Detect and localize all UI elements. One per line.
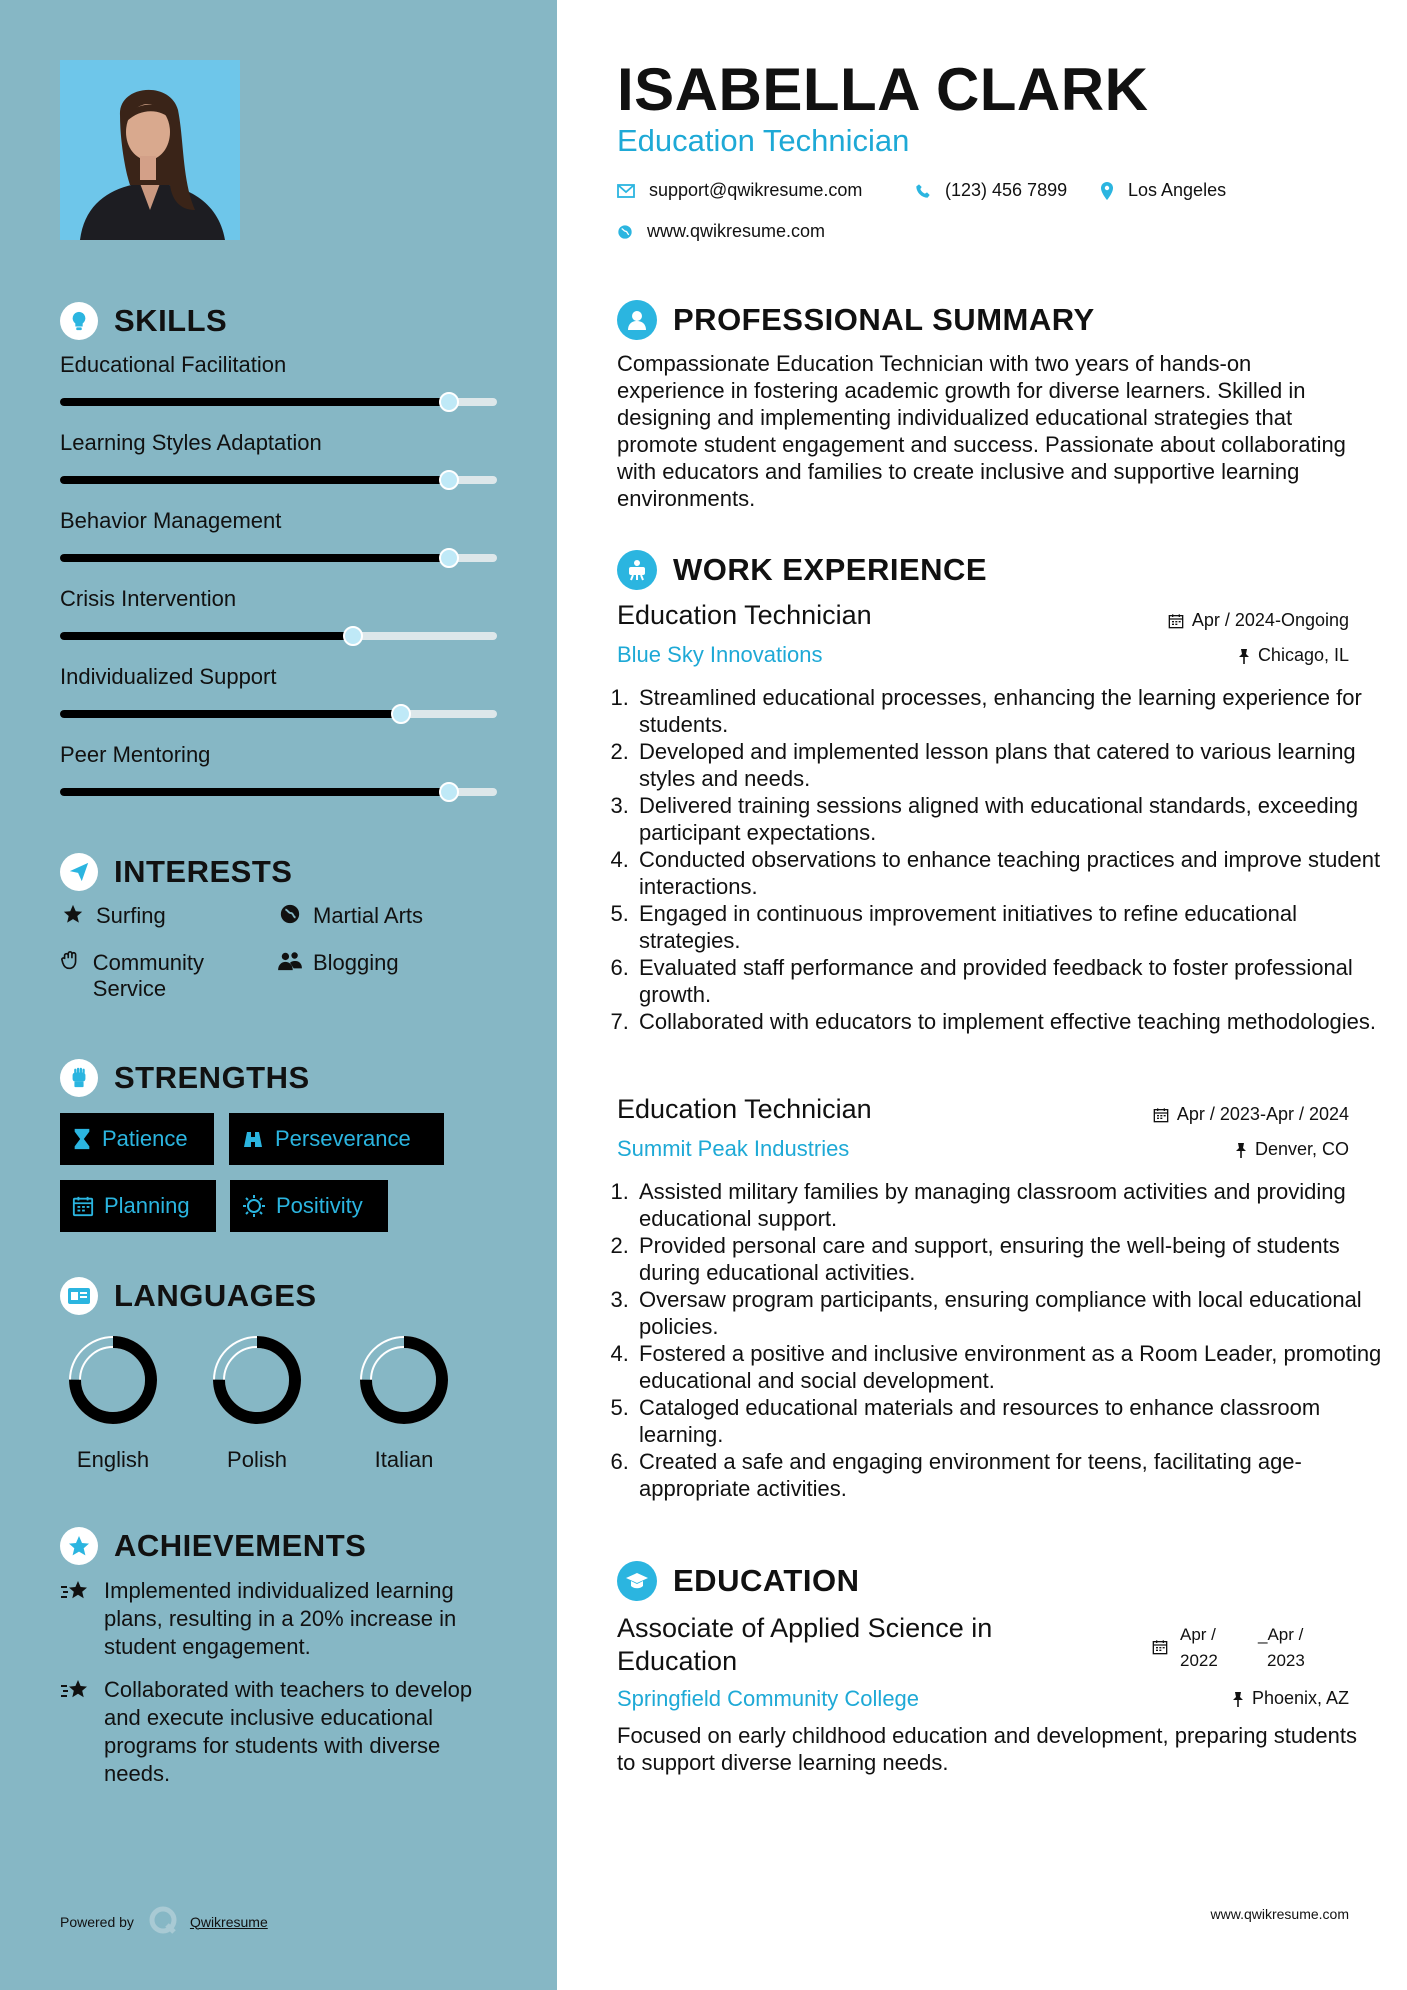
globe-icon — [617, 224, 633, 240]
job-bullet: 7. Collaborated with educators to implement effective teaching methodologies. — [635, 1008, 1385, 1035]
edu-start-year: 2022 — [1180, 1651, 1218, 1670]
achievement-text: Collaborated with teachers to develop and execute inclusive educational programs for students with diverse needs. — [104, 1677, 473, 1786]
edu-start-month: Apr / — [1180, 1625, 1216, 1644]
calendar-icon — [72, 1195, 94, 1217]
candidate-name: ISABELLA CLARK — [617, 56, 1149, 123]
job-bullets — [607, 1178, 1385, 1502]
experience-title: WORK EXPERIENCE — [673, 552, 988, 587]
skills-heading — [60, 302, 227, 340]
paper-plane-icon — [60, 853, 98, 891]
strength-tag-planning — [60, 1180, 216, 1232]
interest-community-service — [60, 950, 260, 1002]
hourglass-icon — [72, 1128, 92, 1150]
strengths-heading — [60, 1059, 310, 1097]
language-name: English — [76, 1447, 150, 1472]
calendar-icon — [1168, 613, 1184, 629]
contact-website — [617, 221, 825, 242]
contact-email — [617, 180, 862, 201]
pushpin-icon — [1235, 1142, 1247, 1158]
interest-label: Surfing — [96, 903, 166, 928]
users-icon — [277, 950, 303, 972]
id-card-icon — [60, 1277, 98, 1315]
interest-label: Martial Arts — [313, 903, 424, 928]
sun-icon — [242, 1194, 266, 1218]
calendar-icon — [1153, 1107, 1169, 1123]
language-name: Polish — [227, 1447, 287, 1472]
interest-surfing — [60, 903, 166, 929]
skill-level-fill — [60, 398, 449, 406]
job-title: Education Technician — [617, 1094, 872, 1124]
edu-end-year: 2023 — [1267, 1651, 1305, 1670]
skill-name: Peer Mentoring — [60, 742, 211, 767]
sidebar — [0, 0, 557, 1990]
strength-label: Planning — [104, 1193, 190, 1218]
job-location-text: Chicago, IL — [1257, 645, 1349, 665]
interest-martial-arts — [277, 903, 423, 929]
edu-location — [1232, 1688, 1349, 1709]
email-text[interactable]: support@qwikresume.com — [649, 180, 863, 200]
skill-level-knob — [439, 470, 459, 490]
location-text: Los Angeles — [1128, 180, 1227, 200]
company-name: Blue Sky Innovations — [617, 642, 823, 667]
school-name: Springfield Community College — [617, 1686, 920, 1711]
company-name: Summit Peak Industries — [617, 1136, 850, 1161]
skill-level-bar — [60, 788, 497, 796]
star-badge-icon — [60, 1527, 98, 1565]
job-bullet: 1. Assisted military families by managing classroom activities and providing educational support. — [635, 1178, 1385, 1232]
skill-name: Educational Facilitation — [60, 352, 287, 377]
skill-level-bar — [60, 632, 497, 640]
strength-tag-patience — [60, 1113, 214, 1165]
education-heading — [617, 1561, 859, 1601]
skill-level-fill — [60, 554, 449, 562]
job-bullet: 2. Provided personal care and support, ensuring the well-being of students during educational activities. — [635, 1232, 1385, 1286]
achievement-text: Implemented individualized learning plans, resulting in a 20% increase in student engagement. — [104, 1578, 457, 1659]
skill-level-knob — [439, 548, 459, 568]
skill-level-bar — [60, 476, 497, 484]
strength-label: Positivity — [276, 1193, 363, 1218]
user-icon — [617, 300, 657, 340]
job-dates — [1153, 1104, 1349, 1125]
binoculars-icon — [241, 1129, 265, 1149]
interest-label: Blogging — [313, 950, 399, 975]
star-icon — [60, 903, 86, 925]
job-location — [1238, 645, 1349, 666]
achievements-title: ACHIEVEMENTS — [114, 1528, 367, 1563]
language-name: Italian — [374, 1447, 434, 1472]
footer-url[interactable]: www.qwikresume.com — [1210, 1906, 1349, 1922]
experience-heading — [617, 550, 987, 590]
job-bullet: 6. Created a safe and engaging environment for teens, facilitating age-appropriate activities. — [635, 1448, 1385, 1502]
skill-level-knob — [343, 626, 363, 646]
phone-text: (123) 456 7899 — [945, 180, 1068, 200]
job-bullet: 2. Developed and implemented lesson plans that catered to various learning styles and needs. — [635, 738, 1385, 792]
map-pin-icon — [1100, 182, 1114, 200]
language-ring — [209, 1332, 305, 1428]
edu-end-month: _Apr / — [1258, 1625, 1304, 1644]
interests-heading — [60, 853, 292, 891]
job-bullet: 3. Oversaw program participants, ensuring compliance with local educational policies. — [635, 1286, 1385, 1340]
globe-icon — [277, 903, 303, 925]
job-title: Education Technician — [617, 600, 872, 630]
skill-level-knob — [439, 782, 459, 802]
languages-title: LANGUAGES — [114, 1278, 317, 1313]
shooting-star-icon — [60, 1676, 94, 1788]
powered-by — [60, 1905, 268, 1938]
job-bullet: 5. Cataloged educational materials and resources to enhance classroom learning. — [635, 1394, 1385, 1448]
edu-end-date — [1258, 1622, 1305, 1674]
powered-by-label: Powered by — [60, 1913, 134, 1930]
job-bullets — [607, 684, 1385, 1035]
job-location — [1235, 1139, 1349, 1160]
job-bullet: 4. Fostered a positive and inclusive environment as a Room Leader, promoting educational and social development. — [635, 1340, 1385, 1394]
profile-photo — [60, 60, 240, 240]
qwikresume-logo-icon — [148, 1905, 178, 1938]
lightbulb-icon — [60, 302, 98, 340]
phone-icon — [915, 183, 931, 199]
achievement-item — [60, 1676, 500, 1788]
language-ring — [65, 1332, 161, 1428]
skill-name: Individualized Support — [60, 664, 277, 689]
qwikresume-link[interactable]: Qwikresume — [189, 1913, 268, 1930]
job-bullet: 3. Delivered training sessions aligned with educational standards, exceeding participant expectations. — [635, 792, 1385, 846]
skills-title: SKILLS — [114, 303, 228, 338]
shooting-star-icon — [60, 1577, 94, 1661]
edu-location-text: Phoenix, AZ — [1251, 1688, 1349, 1708]
education-description: Focused on early childhood education and development, preparing students to support diverse learning needs. — [617, 1723, 1357, 1775]
contact-location — [1100, 180, 1226, 201]
strengths-title: STRENGTHS — [114, 1060, 310, 1095]
job-bullet: 4. Conducted observations to enhance teaching practices and improve student interactions. — [635, 846, 1385, 900]
summary-text: Compassionate Education Technician with two years of hands-on experience in fostering academic growth for diverse learners. Skilled in designing and implementing individualized educational strategies that promote student engagement and success. Passionate about collaborating with educators and families to create inclusive and supportive learning environments. — [617, 351, 1346, 511]
strength-tag-positivity — [230, 1180, 388, 1232]
interest-label: Community Service — [92, 950, 205, 1001]
skill-level-knob — [439, 392, 459, 412]
skill-level-bar — [60, 554, 497, 562]
website-text[interactable]: www.qwikresume.com — [647, 221, 826, 241]
job-dates-text: Apr / 2023-Apr / 2024 — [1176, 1104, 1349, 1124]
job-dates-text: Apr / 2024-Ongoing — [1191, 610, 1349, 630]
skill-level-fill — [60, 632, 353, 640]
hand-icon — [60, 950, 83, 972]
pushpin-icon — [1232, 1691, 1244, 1707]
languages-heading — [60, 1277, 317, 1315]
job-location-text: Denver, CO — [1254, 1139, 1349, 1159]
skill-name: Learning Styles Adaptation — [60, 430, 322, 455]
skill-level-bar — [60, 710, 497, 718]
achievements-heading — [60, 1527, 366, 1565]
summary-heading — [617, 300, 1095, 340]
strength-tag-perseverance — [229, 1113, 444, 1165]
fist-icon — [60, 1059, 98, 1097]
skill-level-fill — [60, 476, 449, 484]
skill-level-fill — [60, 788, 449, 796]
contact-phone — [915, 180, 1067, 201]
graduation-cap-icon — [617, 1561, 657, 1601]
skill-level-knob — [391, 704, 411, 724]
achievement-item — [60, 1577, 500, 1661]
degree-name: Associate of Applied Science in Education — [617, 1613, 993, 1676]
job-bullet: 5. Engaged in continuous improvement initiatives to refine educational strategies. — [635, 900, 1385, 954]
skill-name: Behavior Management — [60, 508, 282, 533]
summary-title: PROFESSIONAL SUMMARY — [673, 302, 1095, 337]
edu-start-date — [1152, 1622, 1218, 1674]
strength-label: Perseverance — [275, 1126, 411, 1151]
language-ring — [356, 1332, 452, 1428]
strength-label: Patience — [102, 1126, 188, 1151]
job-dates — [1168, 610, 1349, 631]
interest-blogging — [277, 950, 399, 976]
job-bullet: 1. Streamlined educational processes, enhancing the learning experience for students. — [635, 684, 1385, 738]
envelope-icon — [617, 184, 635, 198]
pushpin-icon — [1238, 648, 1250, 664]
job-bullet: 6. Evaluated staff performance and provided feedback to foster professional growth. — [635, 954, 1385, 1008]
candidate-role: Education Technician — [617, 123, 910, 158]
skill-name: Crisis Intervention — [60, 586, 237, 611]
skill-level-bar — [60, 398, 497, 406]
skill-level-fill — [60, 710, 401, 718]
interests-title: INTERESTS — [114, 854, 293, 889]
calendar-icon — [1152, 1637, 1168, 1663]
education-title: EDUCATION — [673, 1563, 860, 1598]
presentation-icon — [617, 550, 657, 590]
